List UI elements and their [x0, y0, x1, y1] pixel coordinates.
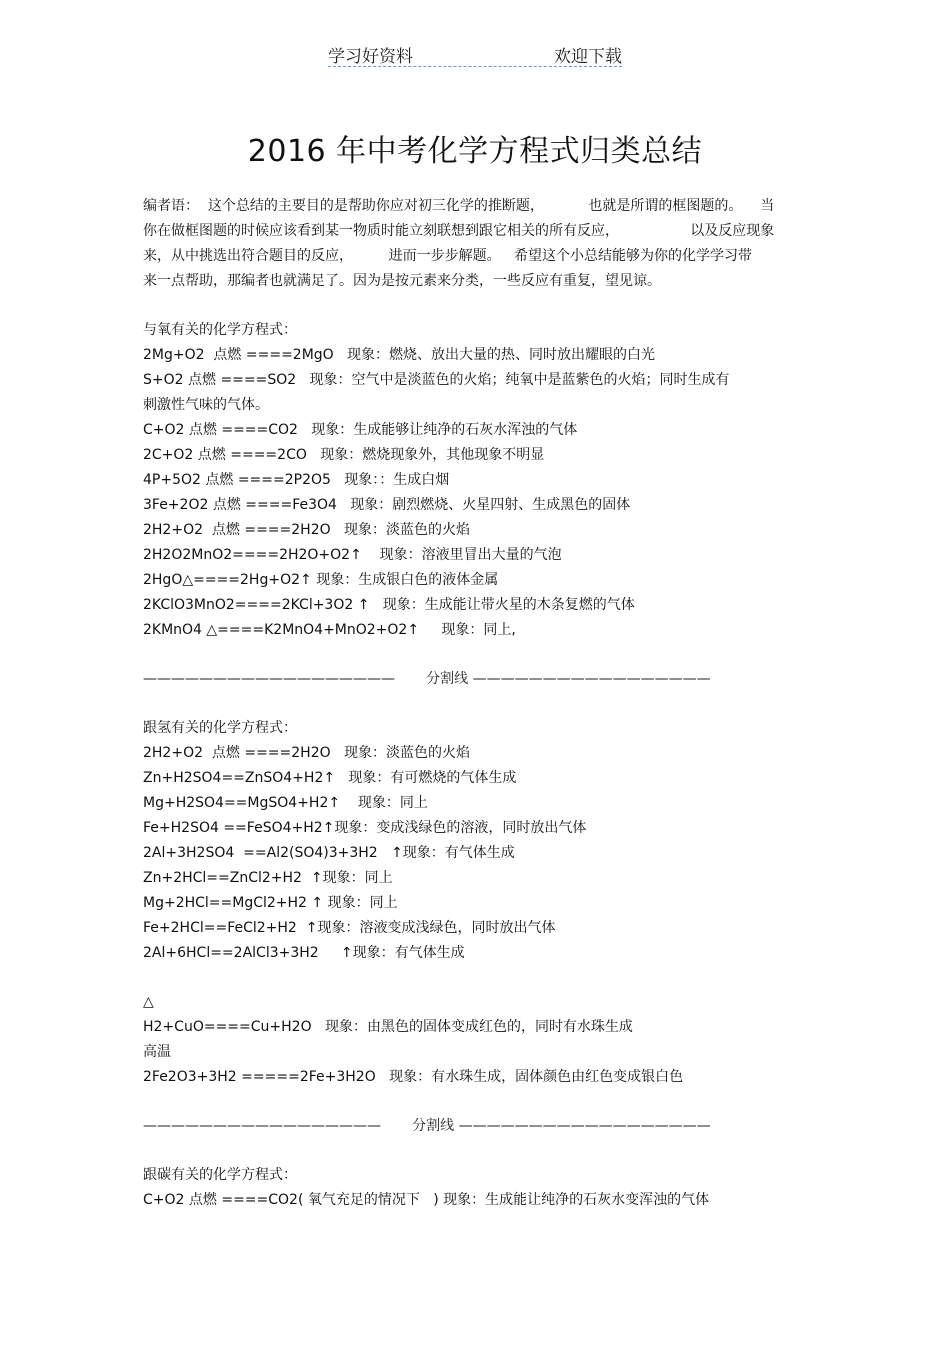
intro-line: 你在做框图题的时候应该看到某一物质时能立刻联想到跟它相关的所有反应， 以及反应现象 — [143, 223, 775, 239]
intro-line: 编者语： 这个总结的主要目的是帮助你应对初三化学的推断题， 也就是所谓的框图题的。 当 — [143, 198, 775, 214]
section-heading: 跟碳有关的化学方程式： — [143, 1167, 297, 1183]
equation-line: 2Mg+O2 点燃 ====2MgO 现象：燃烧、放出大量的热、同时放出耀眼的白光 — [143, 347, 656, 363]
equation-line: C+O2 点燃 ====CO2 现象：生成能够让纯净的石灰水浑浊的气体 — [143, 422, 578, 438]
equation-line: 2H2O2MnO2====2H2O+O2↑ 现象：溶液里冒出大量的气泡 — [143, 547, 562, 563]
equation-line: Mg+H2SO4==MgSO4+H2↑ 现象：同上 — [143, 795, 428, 811]
equation-line: 2Al+3H2SO4 ==Al2(SO4)3+3H2 ↑现象：有气体生成 — [143, 845, 515, 861]
equation-line: 2Fe2O3+3H2 =====2Fe+3H2O 现象：有水珠生成，固体颜色由红色变成银白色 — [143, 1069, 684, 1085]
section-carbon — [143, 1163, 823, 1213]
equation-line: 2H2+O2 点燃 ====2H2O 现象：淡蓝色的火焰 — [143, 522, 470, 538]
document-body — [143, 194, 823, 1213]
equation-line: Mg+2HCl==MgCl2+H2 ↑ 现象：同上 — [143, 895, 398, 911]
section-heading: 与氧有关的化学方程式： — [143, 322, 297, 338]
separator-line: ————————————————— 分割线 —————————————————— — [143, 1118, 711, 1134]
header-right-text: 欢迎下载 — [554, 47, 622, 67]
equation-line: Fe+2HCl==FeCl2+H2 ↑现象：溶液变成浅绿色，同时放出气体 — [143, 920, 556, 936]
document-title: 2016 年中考化学方程式归类总结 — [247, 134, 703, 169]
equation-line: 2H2+O2 点燃 ====2H2O 现象：淡蓝色的火焰 — [143, 745, 470, 761]
equation-line: 2KMnO4 △====K2MnO4+MnO2+O2↑ 现象：同上, — [143, 622, 516, 638]
equation-line: 刺激性气味的气体。 — [143, 397, 269, 413]
intro-paragraph — [143, 194, 823, 294]
header-left-text: 学习好资料 — [328, 47, 413, 67]
intro-line: 来一点帮助，那编者也就满足了。因为是按元素来分类，一些反应有重复，望见谅。 — [143, 273, 661, 289]
equation-line: Zn+2HCl==ZnCl2+H2 ↑现象：同上 — [143, 870, 393, 886]
separator-line: —————————————————— 分割线 ————————————————— — [143, 671, 711, 687]
equation-line: Fe+H2SO4 ==FeSO4+H2↑现象：变成浅绿色的溶液，同时放出气体 — [143, 820, 587, 836]
section-oxygen — [143, 318, 823, 643]
section-heading: 跟氢有关的化学方程式： — [143, 720, 297, 736]
intro-line: 来，从中挑选出符合题目的反应， 进而一步步解题。 希望这个小总结能够为你的化学学习带 — [143, 248, 752, 264]
equation-line: 2C+O2 点燃 ====2CO 现象：燃烧现象外，其他现象不明显 — [143, 447, 545, 463]
page-header — [328, 40, 622, 67]
equation-line: S+O2 点燃 ====SO2 现象：空气中是淡蓝色的火焰；纯氧中是蓝紫色的火焰；同时生成有 — [143, 372, 730, 388]
equation-line: 2HgO△====2Hg+O2↑ 现象：生成银白色的液体金属 — [143, 572, 499, 588]
equation-line: 4P+5O2 点燃 ====2P2O5 现象：：生成白烟 — [143, 472, 450, 488]
equation-line: 2KClO3MnO2====2KCl+3O2 ↑ 现象：生成能让带火星的木条复燃的气体 — [143, 597, 635, 613]
equation-line: 2Al+6HCl==2AlCl3+3H2 ↑现象：有气体生成 — [143, 945, 465, 961]
equation-line: Zn+H2SO4==ZnSO4+H2↑ 现象：有可燃烧的气体生成 — [143, 770, 517, 786]
equation-line: H2+CuO====Cu+H2O 现象：由黑色的固体变成红色的，同时有水珠生成 — [143, 1019, 633, 1035]
section-hydrogen — [143, 716, 823, 1090]
condition-symbol: △ — [143, 994, 154, 1010]
equation-line: 3Fe+2O2 点燃 ====Fe3O4 现象：剧烈燃烧、火星四射、生成黑色的固体 — [143, 497, 631, 513]
equation-line: C+O2 点燃 ====CO2( 氧气充足的情况下 ) 现象：生成能让纯净的石灰水变浑浊的气体 — [143, 1192, 710, 1208]
condition-label: 高温 — [143, 1044, 171, 1060]
